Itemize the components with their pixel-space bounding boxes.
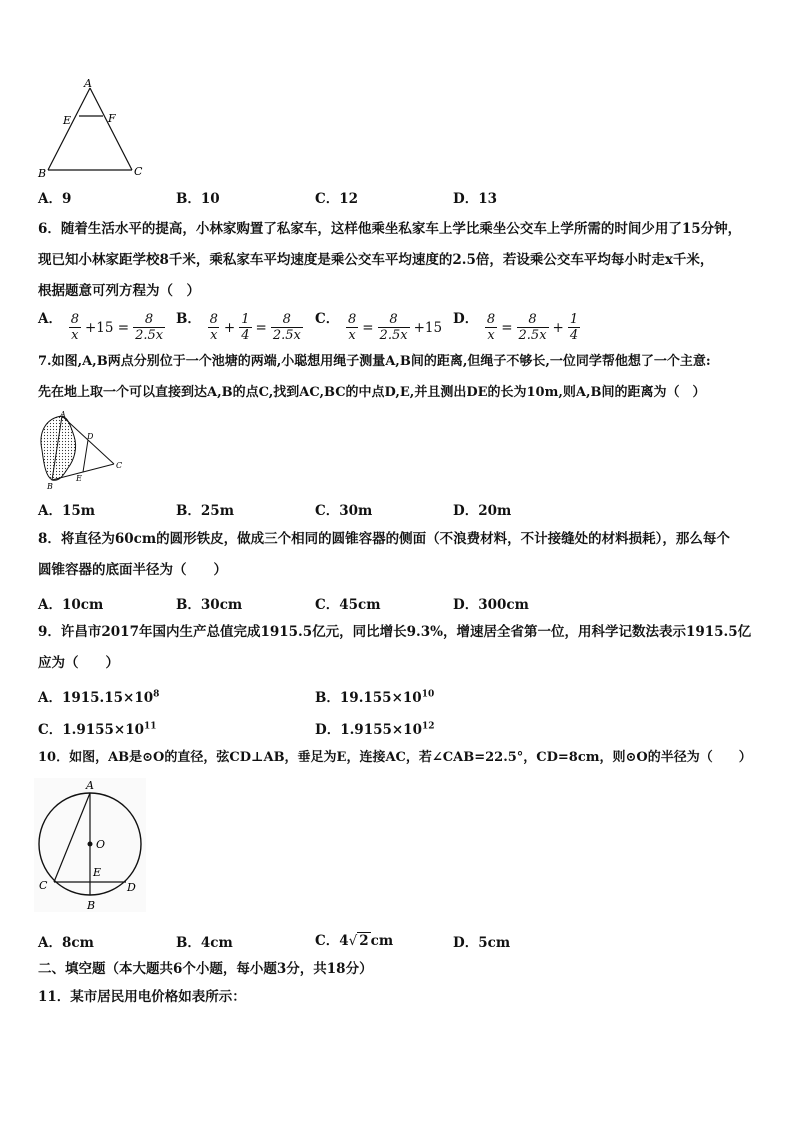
triangle-figure <box>36 78 156 180</box>
q5-option-b[interactable]: B．10 <box>176 191 220 207</box>
q5-option-a[interactable]: A．9 <box>38 191 72 207</box>
q5-option-c[interactable]: C．12 <box>315 191 359 207</box>
q8-line1: 8．将直径为60cm的圆形铁皮，做成三个相同的圆锥容器的侧面（不浪费材料，不计接缝处的材料损耗），那么每个 <box>38 531 730 547</box>
circle-label-B: B <box>87 899 96 912</box>
pond-figure <box>34 410 128 492</box>
q10-line1: 10．如图，AB是⊙O的直径，弦CD⊥AB，垂足为E，连接AC，若∠CAB=22.5°，CD=8cm，则⊙O的半径为（ ） <box>38 750 752 765</box>
circle-label-A: A <box>86 779 94 792</box>
circle-label-C: C <box>39 879 48 892</box>
circle-label-D: D <box>127 881 136 894</box>
circle-figure <box>34 778 146 912</box>
q9-option-a[interactable]: A．$1915.15\times 10^8$ <box>38 689 160 706</box>
q11-text: 11．某市居民用电价格如表所示： <box>38 989 246 1005</box>
pond-label-B: B <box>47 482 53 491</box>
q8-option-d[interactable]: D．300cm <box>453 597 529 613</box>
label-F: F <box>108 112 116 125</box>
q8-option-a[interactable]: A．10cm <box>38 597 104 613</box>
q9-line1: 9．许昌市2017年国内生产总值完成1915.5亿元，同比增长9.3%，增速居全省第一位，用科学记数法表示1915.5亿 <box>38 624 752 640</box>
q7-option-b[interactable]: B．25m <box>176 503 234 519</box>
q6-line1: 6．随着生活水平的提高，小林家购置了私家车，这样他乘坐私家车上学比乘坐公交车上学所需的时间少用了15分钟， <box>38 221 742 237</box>
q7-line2: 先在地上取一个可以直接到达A,B的点C,找到AC,BC的中点D,E,并且测出DE的长为10m,则A,B间的距离为（ ） <box>38 385 706 400</box>
label-B: B <box>38 167 47 180</box>
label-C: C <box>134 165 143 178</box>
q10-option-c[interactable]: C．4√ 2 cm <box>315 933 394 949</box>
pond-label-D: D <box>87 432 94 441</box>
pond-label-E: E <box>76 474 82 483</box>
pond-label-C: C <box>116 461 123 470</box>
q6-option-a[interactable]: A． $\frac{8}{x}$ +15 = $\frac{8}{2.5x}$ <box>38 311 164 343</box>
q10-option-d[interactable]: D．5cm <box>453 935 511 951</box>
label-A: A <box>84 78 92 90</box>
q7-text <box>38 346 764 408</box>
q7-option-c[interactable]: C．30m <box>315 503 373 519</box>
q7-option-d[interactable]: D．20m <box>453 503 512 519</box>
q6-text <box>38 214 764 307</box>
q6-option-c[interactable]: C． $\frac{8}{x}$ = $\frac{8}{2.5x}$ +15 <box>315 311 443 343</box>
q8-option-b[interactable]: B．30cm <box>176 597 243 613</box>
q10-option-b[interactable]: B．4cm <box>176 935 233 951</box>
q6-line2: 现已知小林家距学校8千米，乘私家车平均速度是乘公交车平均速度的2.5倍，若设乘公交车平均每小时走x千米， <box>38 252 714 268</box>
circle-label-O: O <box>96 838 106 851</box>
circle-label-E: E <box>93 866 102 879</box>
pond-label-A: A <box>60 410 66 419</box>
q7-line1: 7.如图,A,B两点分别位于一个池塘的两端,小聪想用绳子测量A,B间的距离,但绳子不够长,一位同学帮他想了一个主意: <box>38 354 711 369</box>
q10-text <box>38 742 764 773</box>
q9-line2: 应为（ ） <box>38 655 119 671</box>
label-E: E <box>63 114 72 127</box>
q8-option-c[interactable]: C．45cm <box>315 597 381 613</box>
q9-option-b[interactable]: B．$19.155\times 10^{10}$ <box>315 689 435 706</box>
q9-option-d[interactable]: D．$1.9155\times 10^{12}$ <box>315 721 435 738</box>
q6-line3: 根据题意可列方程为（ ） <box>38 283 200 299</box>
q9-option-c[interactable]: C．$1.9155\times 10^{11}$ <box>38 721 157 738</box>
q8-text <box>38 524 764 586</box>
section2-title: 二、填空题（本大题共6个小题，每小题3分，共18分） <box>38 961 373 977</box>
q9-text <box>38 617 764 679</box>
q8-line2: 圆锥容器的底面半径为（ ） <box>38 562 227 578</box>
q7-option-a[interactable]: A．15m <box>38 503 96 519</box>
q5-option-d[interactable]: D．13 <box>453 191 497 207</box>
q6-option-b[interactable]: B． $\frac{8}{x}$ + $\frac{1}{4}$ = $\frac{8}{2.5x}$ <box>176 311 301 343</box>
q6-option-d[interactable]: D． $\frac{8}{x}$ = $\frac{8}{2.5x}$ + $\frac{1}{4}$ <box>453 311 579 343</box>
q10-option-a[interactable]: A．8cm <box>38 935 94 951</box>
